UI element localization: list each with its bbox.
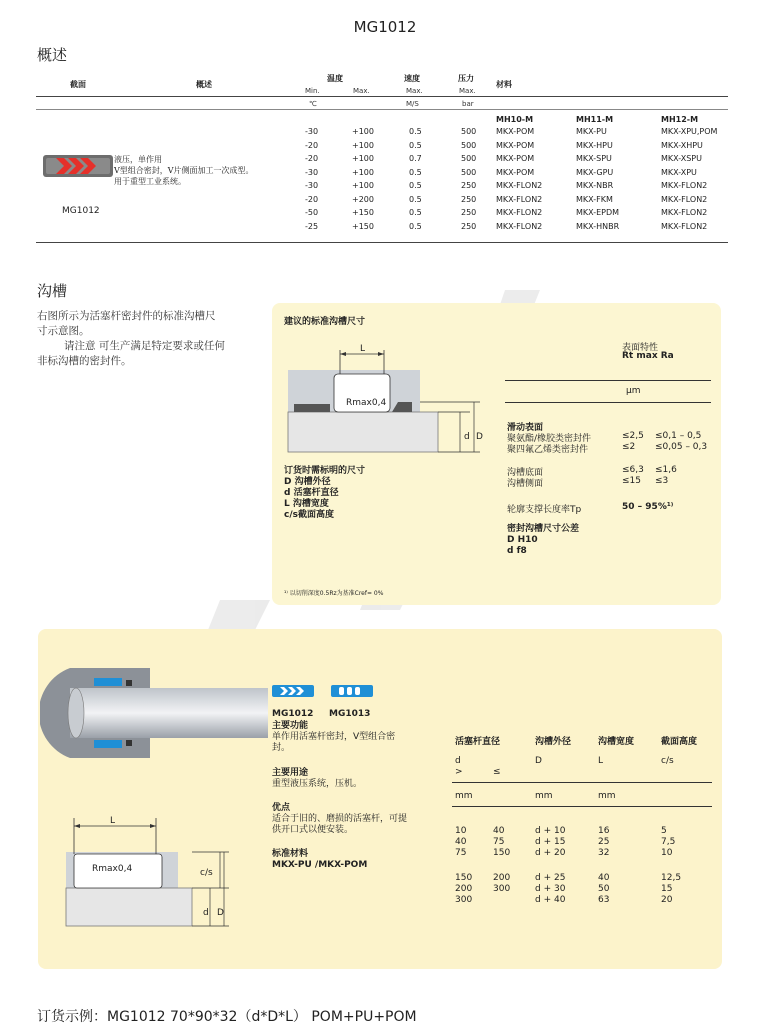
order-example: 订货示例：MG1012 70*90*32（d*D*L） POM+PU+POM [37,1009,417,1025]
unit-speed: M/S [406,100,419,108]
overview-cell: 0.5 [409,181,422,190]
groove-footnote: ¹⁾ 以切削深度0.5Rz为基准Cref= 0% [284,590,384,597]
fig-D-label: D [476,432,483,442]
order-line-cs: c/s截面高度 [284,510,334,520]
overview-cell: MKX-POM [496,167,535,177]
product-table-cell: 20 [661,895,673,905]
overview-cell: 0.5 [409,140,422,150]
use-title: 主要用途 [272,768,309,778]
fig-L-label: L [360,344,366,354]
overview-cell: MKX-EPDM [576,208,620,217]
groove-heading: 沟槽 [37,282,68,300]
product-use [272,768,362,790]
overview-heading: 概述 [37,46,68,64]
product-table-cell: 16 [598,826,610,836]
overview-cell: MKX-SPU [576,154,612,163]
sliding-cell: ≤2 [622,442,636,452]
product-table-cell: 40 [598,873,610,883]
tol-D: D H10 [507,535,538,545]
product-function [272,721,395,754]
product-material [272,849,367,871]
overview-cell: MKX-FLON2 [496,181,543,190]
product-table-cell: 32 [598,848,610,858]
sliding-cell: 聚氨酯/橡胶类密封件 [507,434,592,444]
overview-cell: MKX-POM [496,154,535,163]
sub-max: Max. [353,87,370,95]
groove-surface-cell: 沟槽侧面 [507,479,544,489]
table-rule-bottom [36,242,728,243]
pt-sub-le: ≤ [493,767,501,777]
product-table-cell: d + 15 [535,837,566,847]
col-pressure: 压力 [458,74,474,83]
desc-line-2: V型组合密封，V片侧面加工一次成型。 [114,166,254,175]
surface-title: 表面特性 [622,343,659,353]
label-mg1012: MG1012 [272,709,314,719]
col-section: 截面 [70,80,86,89]
overview-cell: MKX-FKM [576,194,613,204]
mat-title: 标准材料 [272,849,309,859]
mat-head-1: MH10-M [496,115,534,124]
overview-cell: 0.5 [409,221,422,231]
pt-sub-cs: c/s [661,756,674,766]
overview-cell: MKX-POM [496,140,535,150]
overview-cell: -30 [305,167,319,177]
overview-cell: MKX-PU [576,127,607,136]
pt-sub-d: d [455,756,461,766]
product-table-cell: 63 [598,895,610,905]
surface-sub: Rt max Ra [622,351,674,361]
overview-cell: 0.5 [409,127,422,136]
page-title: MG1012 [353,18,417,36]
intro-line-3: 请注意 可生产满足特定要求或任何 [64,340,225,352]
fig-rmax-label: Rmax0,4 [346,398,387,408]
adv-line-2: 供开口式以便安装。 [272,825,354,835]
rod-assembly-drawing [40,660,270,770]
overview-cell: 250 [461,181,477,190]
product-table-cell: 150 [493,848,511,858]
tp-value: 50 – 95%¹⁾ [622,502,674,512]
product-table-cell: 300 [493,884,511,894]
adv-title: 优点 [272,803,291,813]
pt-sub-L: L [598,756,604,766]
func-title: 主要功能 [272,721,309,731]
overview-cell: 0.5 [409,167,422,177]
overview-cell: -30 [305,127,319,136]
adv-line-1: 适合于旧的、磨损的活塞杆，可提 [272,814,408,824]
product-table-cell: 75 [455,848,467,858]
product-table-cell: 200 [455,884,473,894]
pt-sub-D: D [535,756,542,766]
sliding-cell: 聚四氟乙烯类密封件 [507,445,589,455]
overview-cell: +100 [352,154,374,163]
tp-label: 轮廓支撑长度率Tp [507,505,582,515]
groove-panel-title: 建议的标准沟槽尺寸 [284,317,366,327]
product-table-cell: 40 [493,826,505,836]
intro-line-1: 右图所示为活塞杆密封件的标准沟槽尺 [37,310,216,322]
overview-cell: +100 [352,181,374,190]
tol-d: d f8 [507,546,527,556]
overview-cell: 0.5 [409,194,422,204]
product-table-cell: d + 40 [535,895,566,905]
groove-surface-cell: ≤15 [622,476,641,486]
overview-cell: +100 [352,140,374,150]
tolerance-block [507,524,579,557]
fig2-d-label: d [203,908,209,918]
overview-cell: MKX-XHPU [661,140,703,150]
pt-rule-2 [452,806,712,807]
overview-cell: MKX-HPU [576,140,613,150]
product-table-cell: 300 [455,895,473,905]
pt-rule-1 [452,782,712,783]
unit-pressure: bar [462,100,474,108]
overview-cell: MKX-GPU [576,167,614,177]
sub-pressure-max: Max. [459,87,476,95]
overview-cell: 500 [461,154,477,163]
part-label: MG1012 [62,206,100,216]
sliding-cell: ≤2,5 [622,431,644,441]
product-table-cell: 200 [493,873,511,883]
pt-head-height: 截面高度 [661,737,698,747]
overview-cell: -30 [305,181,319,190]
overview-cell: MKX-FLON2 [661,194,708,204]
fig2-D-label: D [217,908,224,918]
pt-head-width: 沟槽宽度 [598,737,635,747]
overview-cell: MKX-XPU [661,167,697,177]
product-table-cell: 5 [661,826,667,836]
overview-cell: 0.7 [409,154,422,163]
order-dims [284,466,365,521]
overview-cell: 500 [461,127,477,136]
use-line-1: 重型液压系统，压机。 [272,779,363,789]
overview-cell: MKX-POM [496,127,535,136]
fig-d-label: d [464,432,470,442]
sub-speed-max: Max. [406,87,423,95]
overview-cell: MKX-XSPU [661,154,702,163]
overview-cell: -25 [305,221,319,231]
intro-line-4: 非标沟槽的密封件。 [37,355,132,367]
mat-head-3: MH12-M [661,115,699,124]
pt-head-groove-od: 沟槽外径 [535,737,572,747]
overview-cell: MKX-NBR [576,181,614,190]
desc-line-1: 液压，单作用 [114,155,162,164]
overview-cell: 500 [461,167,477,177]
product-table-cell: 10 [661,848,673,858]
overview-description [114,154,254,187]
product-table-cell: 12,5 [661,873,682,883]
col-temp: 温度 [327,74,343,83]
pt-sub-gt: > [455,767,463,777]
product-table-cell: d + 10 [535,826,566,836]
order-line-d: d 活塞杆直径 [284,488,339,498]
overview-cell: +100 [352,127,374,136]
desc-line-3: 用于重型工业系统。 [114,177,186,186]
order-line-D: D 沟槽外径 [284,477,331,487]
overview-cell: -20 [305,154,319,163]
overview-cell: -20 [305,194,319,204]
unit-temp: ℃ [309,100,317,108]
mg1012-seal-icon [272,684,314,698]
unit-um: μm [626,386,641,396]
overview-cell: +200 [352,194,374,204]
overview-cell: +100 [352,167,374,177]
col-overview: 概述 [196,80,212,89]
mat-head-2: MH11-M [576,115,614,124]
overview-cell: MKX-FLON2 [661,221,708,231]
table-rule-mid [36,109,728,110]
pt-unit-1: mm [455,791,473,801]
overview-cell: MKX-FLON2 [661,208,708,217]
mat-value: MKX-PU /MKX-POM [272,860,368,870]
func-line-1: 单作用活塞杆密封，V型组合密 [272,732,396,742]
groove-surface-cell: ≤1,6 [655,465,677,475]
func-line-2: 封。 [272,743,291,753]
overview-cell: 250 [461,194,477,204]
overview-cell: -20 [305,140,319,150]
intro-line-2: 寸示意图。 [37,325,90,337]
groove-surface-cell: ≤3 [655,476,669,486]
sliding-cell: ≤0,05 – 0,3 [655,442,708,452]
overview-cell: +150 [352,221,374,231]
product-table-cell: d + 20 [535,848,566,858]
overview-cell: 250 [461,221,477,231]
sliding-cell: ≤0,1 – 0,5 [655,431,702,441]
order-line-L: L 沟槽宽度 [284,499,329,509]
surface-rule-1 [505,380,711,381]
product-table-cell: 25 [598,837,610,847]
overview-cell: 250 [461,208,477,217]
product-table-cell: d + 30 [535,884,566,894]
seal-profile-icon [42,153,114,179]
groove-surface-cell: ≤6,3 [622,465,644,475]
fig2-rmax-label: Rmax0,4 [92,864,133,874]
product-table-cell: 40 [455,837,467,847]
product-table-cell: 150 [455,873,473,883]
groove-intro [37,309,225,369]
sub-min: Min. [305,87,320,95]
fig2-L-label: L [110,816,116,826]
fig2-cs-label: c/s [200,868,213,878]
tol-title: 密封沟槽尺寸公差 [507,524,580,534]
product-table-cell: 7,5 [661,837,676,847]
overview-cell: -50 [305,208,319,217]
pt-unit-3: mm [598,791,616,801]
col-material: 材料 [496,80,512,89]
overview-cell: MKX-HNBR [576,221,620,231]
col-speed: 速度 [404,74,420,83]
product-table-cell: 10 [455,826,467,836]
pt-head-rod: 活塞杆直径 [455,737,501,747]
mg1013-seal-icon [331,684,373,698]
overview-cell: 500 [461,140,477,150]
groove-surface-cell: 沟槽底面 [507,468,544,478]
overview-cell: 0.5 [409,208,422,217]
overview-cell: MKX-XPU,POM [661,127,718,136]
product-table-cell: 75 [493,837,505,847]
overview-cell: +150 [352,208,374,217]
overview-cell: MKX-FLON2 [496,208,543,217]
product-table-cell: 50 [598,884,610,894]
overview-cell: MKX-FLON2 [661,181,708,190]
label-mg1013: MG1013 [329,709,371,719]
overview-cell: MKX-FLON2 [496,221,543,231]
sliding-title: 滑动表面 [507,423,544,433]
table-rule-top [36,96,728,97]
product-advantage [272,803,407,836]
product-table-cell: 15 [661,884,673,894]
surface-rule-2 [505,402,711,403]
overview-cell: MKX-FLON2 [496,194,543,204]
pt-unit-2: mm [535,791,553,801]
product-table-cell: d + 25 [535,873,566,883]
order-title: 订货时需标明的尺寸 [284,466,366,476]
